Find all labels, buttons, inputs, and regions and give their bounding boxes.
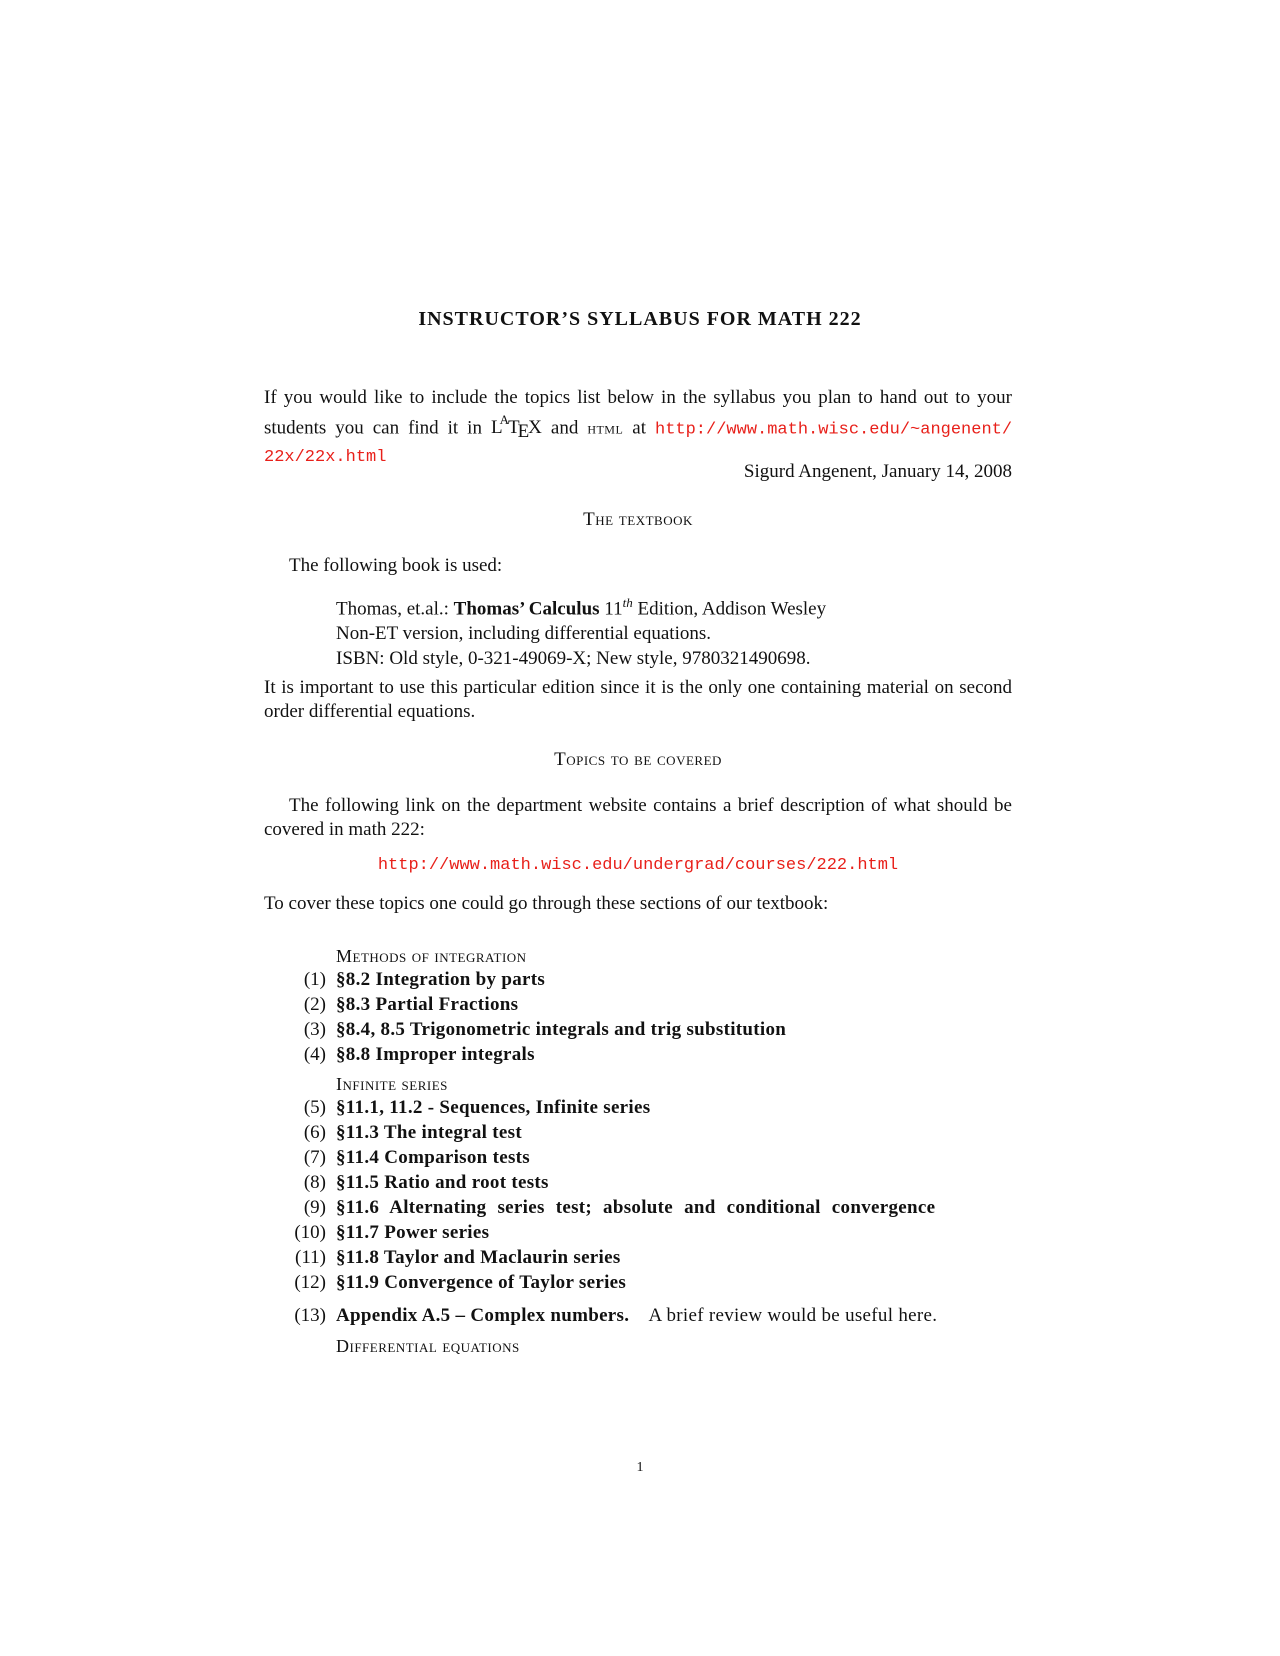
appendix-title: Appendix A.5 – Complex numbers.	[336, 1305, 630, 1326]
section-list	[264, 946, 1012, 1357]
intro-text: If you would like to include the topics list below in the syllabus you plan to hand out to your students you can find it in	[264, 387, 1012, 439]
list-item: (1) §8.2 Integration by parts	[303, 969, 546, 990]
list-item: (5) §11.1, 11.2 - Sequences, Infinite series	[303, 1097, 651, 1118]
textbook-note: It is important to use this particular edition since it is the only one containing material on second order differential equations.	[264, 677, 1012, 722]
textbook-lead: The following book is used:	[289, 555, 503, 576]
book-line-2: Non-ET version, including differential equations.	[336, 623, 711, 645]
list-item: (4) §8.8 Improper integrals	[303, 1044, 535, 1065]
book-title: Thomas’ Calculus	[453, 598, 600, 620]
group-label-differential: Differential equations	[336, 1336, 520, 1356]
page-title: INSTRUCTOR’S SYLLABUS FOR MATH 222	[418, 308, 862, 330]
list-item: (9) §11.6 Alternating series test; absolute and conditional convergence	[303, 1197, 936, 1218]
intro-and: and	[550, 417, 579, 439]
list-item: (2) §8.3 Partial Fractions	[303, 994, 519, 1015]
syllabus-source-link[interactable]: http://www.math.wisc.edu/~angenent/ 22x/22x.html	[264, 420, 1013, 468]
course-description-link[interactable]: http://www.math.wisc.edu/undergrad/courses/222.html	[377, 856, 899, 875]
signature: Sigurd Angenent, January 14, 2008	[743, 461, 1012, 482]
book-line-1	[336, 590, 1012, 621]
section-heading-textbook: The textbook	[583, 509, 693, 530]
book-citation	[336, 590, 1012, 671]
topics-lead: The following link on the department website contains a brief description of what should be covered in math 222:	[264, 795, 1012, 840]
intro-html: html	[587, 418, 624, 438]
list-item: (12) §11.9 Convergence of Taylor series	[294, 1272, 627, 1293]
book-line-3: ISBN: Old style, 0-321-49069-X; New style, 9780321490698.	[336, 648, 811, 670]
book-edition-sup: th	[622, 595, 633, 610]
page-number: 1	[636, 1460, 644, 1475]
intro-paragraph	[264, 386, 1012, 470]
book-author: Thomas, et.al.:	[336, 598, 449, 620]
list-item: (10) §11.7 Power series	[294, 1222, 490, 1243]
list-item: (8) §11.5 Ratio and root tests	[303, 1172, 549, 1193]
topics-link-wrap	[264, 854, 1012, 875]
book-edition-rest: Edition, Addison Wesley	[637, 598, 827, 620]
list-item: (11) §11.8 Taylor and Maclaurin series	[295, 1247, 621, 1268]
group-label-integration: Methods of integration	[336, 946, 527, 966]
group-label-series: Infinite series	[336, 1074, 448, 1094]
appendix-note: A brief review would be useful here.	[648, 1305, 938, 1326]
list-item: (3) §8.4, 8.5 Trigonometric integrals and trig substitution	[303, 1019, 787, 1040]
book-edition-num: 11	[604, 598, 623, 620]
intro-at: at	[632, 417, 647, 439]
list-item: (6) §11.3 The integral test	[303, 1122, 522, 1143]
latex-logo: $L^AT_EX$	[490, 412, 542, 443]
sections-lead: To cover these topics one could go through these sections of our textbook:	[264, 893, 829, 914]
list-item-appendix: (13) Appendix A.5 – Complex numbers. A brief review would be useful here.	[294, 1305, 938, 1326]
list-item: (7) §11.4 Comparison tests	[303, 1147, 530, 1168]
section-heading-topics: Topics to be covered	[554, 749, 722, 770]
